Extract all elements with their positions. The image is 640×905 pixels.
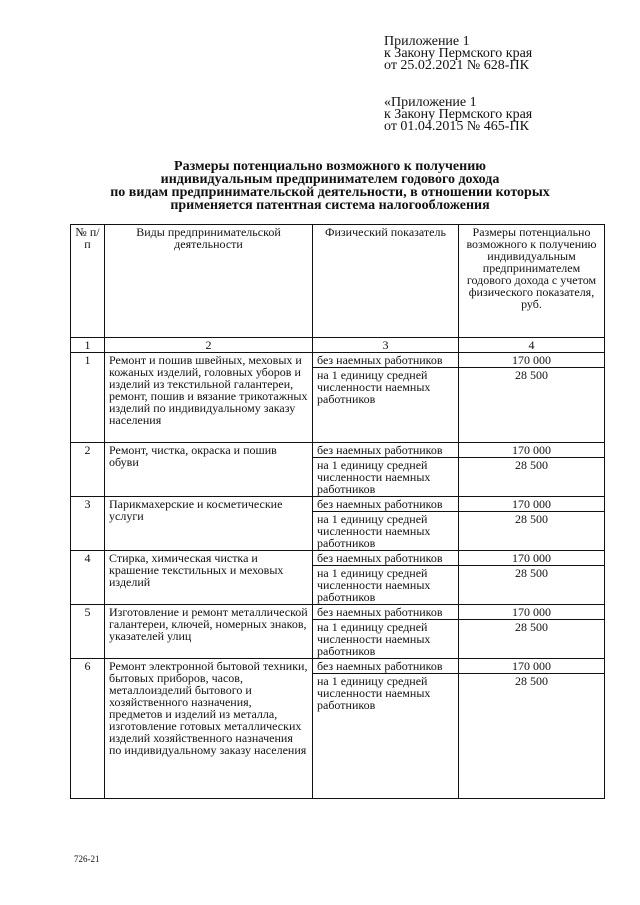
row-activity: Ремонт и пошив швейных, меховых и кожаных изделий, головных уборов и изделий из текстильной галантереи, ремонт, пошив и вязание трикотажных изделий по индивидуальному заказу населения [105,353,313,443]
title-line: применяется патентная система налогообложения [170,198,490,213]
row-activity: Ремонт, чистка, окраска и пошив обуви [105,443,313,497]
row-value: 170 000 [459,605,605,620]
table-row [71,497,605,512]
row-indicator: на 1 единицу средней численности наемных работников [313,674,459,799]
row-value: 170 000 [459,443,605,458]
row-num: 4 [71,551,105,605]
row-value: 170 000 [459,497,605,512]
row-value: 28 500 [459,620,605,659]
header-indicator: Физический показатель [313,225,459,338]
row-activity: Ремонт электронной бытовой техники, бытовых приборов, часов, металлоизделий бытового и хозяйственного назначения, предметов и изделий из металла, изготовление готовых металлических изделий хозяйственного назначения по индивидуальному заказу населения [105,659,313,799]
table-row [71,551,605,566]
row-indicator: на 1 единицу средней численности наемных работников [313,458,459,497]
appendix-line: от 01.04.2015 № 465-ПК [384,119,529,134]
appendix-line: к Закону Пермского края [384,46,533,61]
table-row [71,659,605,674]
table-row [71,353,605,368]
table-header-row [71,225,605,338]
row-indicator: на 1 единицу средней численности наемных работников [313,368,459,443]
row-value: 28 500 [459,512,605,551]
document-title [80,160,580,212]
index-cell: 3 [313,338,459,353]
row-indicator: без наемных работников [313,659,459,674]
title-line: индивидуальным предпринимателем годового дохода [160,172,500,187]
index-cell: 4 [459,338,605,353]
row-indicator: без наемных работников [313,353,459,368]
row-value: 28 500 [459,674,605,799]
appendix-header-new [384,36,532,72]
row-indicator: на 1 единицу средней численности наемных работников [313,566,459,605]
row-num: 5 [71,605,105,659]
header-activity: Виды предпринимательской деятельности [105,225,313,338]
row-value: 28 500 [459,566,605,605]
row-indicator: без наемных работников [313,551,459,566]
appendix-line: от 25.02.2021 № 628-ПК [384,58,529,73]
row-value: 28 500 [459,458,605,497]
row-indicator: без наемных работников [313,497,459,512]
title-line: по видам предпринимательской деятельности, в отношении которых [110,185,550,200]
row-value: 170 000 [459,353,605,368]
row-num: 2 [71,443,105,497]
row-value: 28 500 [459,368,605,443]
income-table [70,224,605,799]
appendix-line: Приложение 1 [384,34,470,49]
appendix-line: к Закону Пермского края [384,107,533,122]
header-num: № п/п [71,225,105,338]
table-index-row [71,338,605,353]
appendix-header-old [384,97,532,133]
row-num: 1 [71,353,105,443]
row-indicator: без наемных работников [313,443,459,458]
title-line: Размеры потенциально возможного к получению [174,159,486,174]
row-activity: Стирка, химическая чистка и крашение текстильных и меховых изделий [105,551,313,605]
index-cell: 1 [71,338,105,353]
document-code: 726-21 [74,854,100,864]
table-row [71,443,605,458]
row-activity: Изготовление и ремонт металлической галантереи, ключей, номерных знаков, указателей улиц [105,605,313,659]
row-indicator: без наемных работников [313,605,459,620]
row-value: 170 000 [459,551,605,566]
row-num: 6 [71,659,105,799]
header-income: Размеры потенциально возможного к получению индивидуальным предпринимателем годового дохода с учетом физического показателя, руб. [459,225,605,338]
row-indicator: на 1 единицу средней численности наемных работников [313,512,459,551]
row-activity: Парикмахерские и косметические услуги [105,497,313,551]
appendix-line: «Приложение 1 [384,95,477,110]
table-row [71,605,605,620]
row-num: 3 [71,497,105,551]
row-value: 170 000 [459,659,605,674]
index-cell: 2 [105,338,313,353]
row-indicator: на 1 единицу средней численности наемных работников [313,620,459,659]
